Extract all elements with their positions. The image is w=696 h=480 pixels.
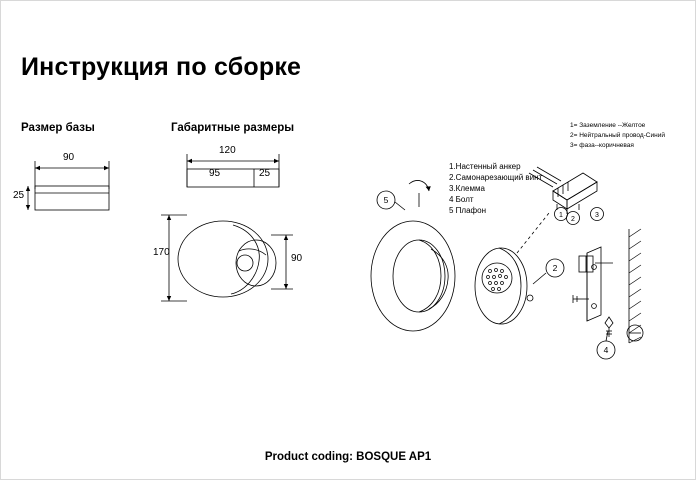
exploded-assembly-drawing: [371, 167, 643, 343]
parts-legend-item-2: 2.Самонарезающий винт: [449, 173, 543, 182]
wire-legend-item-3: 3= фаза--коричневая: [570, 142, 634, 149]
wire-legend-item-2: 2= Нейтральный провод-Синий: [570, 132, 665, 139]
base-height-label: 25: [13, 190, 25, 201]
overall-part-a-label: 95: [209, 168, 221, 179]
technical-drawing: [1, 1, 696, 480]
parts-legend-item-4: 4 Болт: [449, 195, 474, 204]
page-title: Инструкция по сборке: [21, 53, 302, 81]
terminal-callout-3: 3: [595, 212, 599, 219]
base-width-label: 90: [63, 152, 75, 163]
wire-legend-item-1: 1= Заземление --Желтое: [570, 122, 646, 129]
callout-bubbles: [377, 191, 615, 359]
product-coding-footer: Product coding: BOSQUE AP1: [264, 451, 432, 463]
base-drawing: [26, 161, 109, 210]
callout-5: 5: [383, 195, 389, 205]
overall-height-label: 170: [153, 247, 170, 258]
overall-depth-label: 90: [291, 253, 303, 264]
overall-width-label: 120: [219, 145, 236, 156]
callout-4: 4: [603, 345, 609, 355]
parts-legend-item-5: 5 Плафон: [449, 206, 486, 215]
parts-legend-item-1: 1.Настенный анкер: [449, 162, 521, 171]
overall-drawing: [161, 154, 293, 301]
section-heading-overall: Габаритные размеры: [171, 122, 295, 134]
parts-legend-item-3: 3.Клемма: [449, 184, 485, 193]
section-heading-base: Размер базы: [21, 122, 95, 134]
callout-2: 2: [552, 263, 558, 273]
terminal-callout-1: 1: [559, 212, 563, 219]
overall-part-b-label: 25: [259, 168, 271, 179]
terminal-callout-2: 2: [571, 216, 575, 223]
